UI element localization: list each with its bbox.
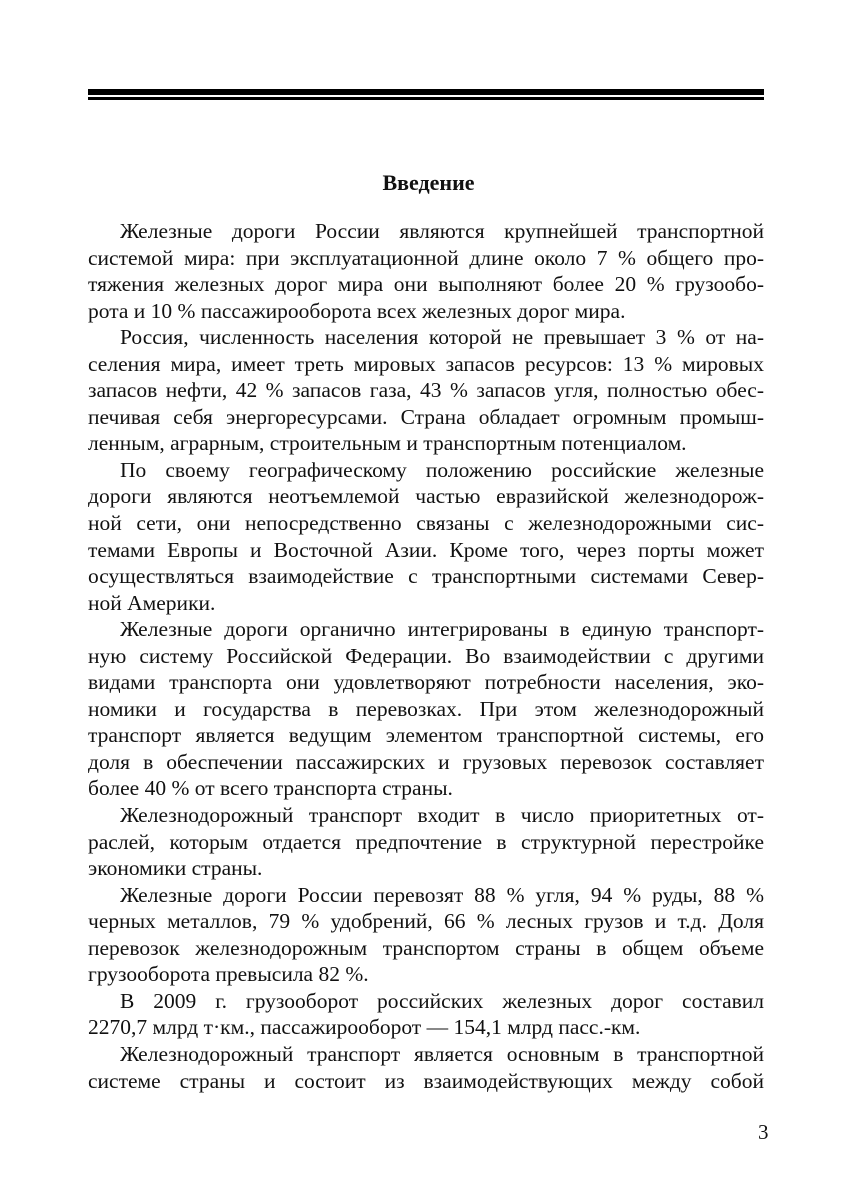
text-line: Железнодорожный транспорт входит в число приоритетных от- <box>120 803 764 828</box>
text-line: печивая себя энергоресурсами. Страна обладает огромным промыш- <box>88 404 764 429</box>
text-line: ной сети, они непосредственно связаны с железнодорожными сис- <box>88 511 764 536</box>
paragraph <box>88 802 764 882</box>
text-line: По своему географическому положению российские железные <box>120 457 764 482</box>
body-text <box>88 218 764 1094</box>
text-line: более 40 % от всего транспорта страны. <box>88 776 453 801</box>
text-line: номики и государства в перевозках. При этом железнодорожный <box>88 696 764 721</box>
paragraph <box>88 218 764 324</box>
text-line: В 2009 г. грузооборот российских железных дорог составил <box>120 988 764 1013</box>
text-line: черных металлов, 79 % удобрений, 66 % лесных грузов и т.д. Доля <box>88 909 764 934</box>
text-line: тяжения железных дорог мира они выполняют более 20 % грузообо- <box>88 272 764 297</box>
text-line: системой мира: при эксплуатационной длине около 7 % общего про- <box>88 245 764 270</box>
text-line: раслей, которым отдается предпочтение в структурной перестройке <box>88 829 764 854</box>
paragraph <box>88 988 764 1041</box>
text-line: ленным, аграрным, строительным и транспортным потенциалом. <box>88 431 687 456</box>
text-line: транспорт является ведущим элементом транспортной системы, его <box>88 723 764 748</box>
text-line: запасов нефти, 42 % запасов газа, 43 % запасов угля, полностью обес- <box>88 378 764 403</box>
text-line: системе страны и состоит из взаимодействующих между собой <box>88 1068 764 1093</box>
text-line: ную систему Российской Федерации. Во взаимодействии с другими <box>88 643 764 668</box>
text-line: селения мира, имеет треть мировых запасов ресурсов: 13 % мировых <box>88 351 764 376</box>
text-line: Железные дороги России являются крупнейшей транспортной <box>120 219 764 243</box>
text-line: Россия, численность населения которой не превышает 3 % от на- <box>120 325 764 350</box>
text-line: Железнодорожный транспорт является основным в транспортной <box>120 1041 764 1066</box>
text-line: перевозок железнодорожным транспортом страны в общем объеме <box>88 935 764 960</box>
paragraph <box>88 616 764 802</box>
page-number: 3 <box>758 1120 769 1144</box>
text-line: дороги являются неотъемлемой частью евразийской железнодорож- <box>88 484 764 509</box>
text-line: осуществляться взаимодействие с транспортными системами Север- <box>88 564 764 589</box>
text-line: грузооборота превысила 82 %. <box>88 962 369 987</box>
text-line: темами Европы и Восточной Азии. Кроме того, через порты может <box>88 537 764 562</box>
text-line: доля в обеспечении пассажирских и грузовых перевозок составляет <box>88 749 764 774</box>
section-title: Введение <box>382 170 475 195</box>
paragraph <box>88 457 764 616</box>
text-line: экономики страны. <box>88 856 263 881</box>
header-rule-thick <box>88 89 764 95</box>
paragraph <box>88 1041 764 1094</box>
paragraph <box>88 324 764 457</box>
text-line: 2270,7 млрд т·км., пассажирооборот — 154,1 млрд пасс.-км. <box>88 1015 641 1040</box>
text-line: ной Америки. <box>88 590 216 615</box>
text-line: рота и 10 % пассажирооборота всех железных дорог мира. <box>88 298 626 323</box>
header-rule-thin <box>88 97 764 100</box>
paragraph <box>88 882 764 988</box>
text-line: Железные дороги органично интегрированы в единую транспорт- <box>120 617 764 642</box>
text-line: Железные дороги России перевозят 88 % угля, 94 % руды, 88 % <box>120 882 764 907</box>
text-line: видами транспорта они удовлетворяют потребности населения, эко- <box>88 670 764 695</box>
